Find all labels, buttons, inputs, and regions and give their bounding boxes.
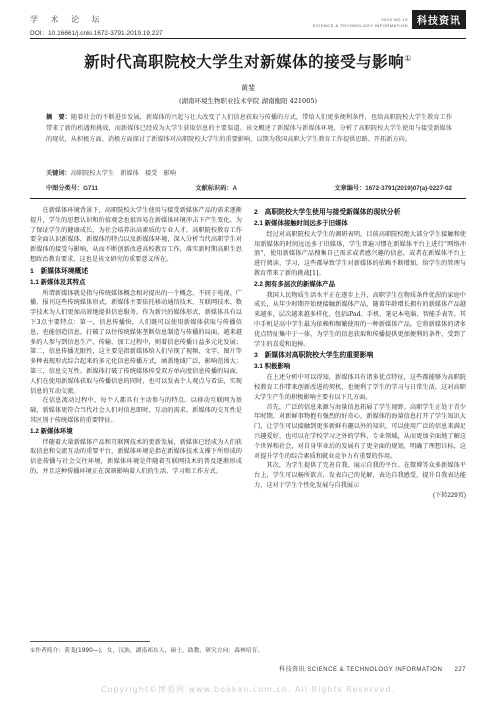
brand-subtitle: 2019 NO.19 SCIENCE & TECHNOLOGY INFORMATION bbox=[312, 17, 408, 28]
body-paragraph: 首先，广泛的信息来源与海量信息拓展了学生视野。高职学生正处于青少年时期，对新鲜事物抱有强烈的好奇心，新媒体的海量信息打开了学生知识大门，让学生可以接触到更多新鲜有趣以外的知识，可以使用广泛的信息来满足兴趣爱好，也可以在学校学习之外的学科、专业领域，从而更加全面地了解这个世界和社会，对自身毕业后的发展有了更全面的规划，明确了理想目标，这对提升学生的综合素质和就业竞争力有重要的作用。 bbox=[254, 403, 466, 460]
body-column-right bbox=[254, 206, 466, 501]
title-note-mark: ① bbox=[404, 53, 412, 63]
journal-brand bbox=[313, 10, 466, 29]
affiliation: (湖南环境生物职业技术学院 湖南衡阳 421005) bbox=[178, 97, 318, 105]
brand-name: 科技资讯 bbox=[412, 10, 466, 29]
header-divider bbox=[30, 38, 466, 39]
doc-code: 文献标识码：A bbox=[195, 185, 237, 192]
intro-paragraph: 在新媒体环境背景下，高职院校大学生使用与接受新媒体产品的需求逐渐提升，学生的思想认识和价值观念也很容易在新媒体环境冲击下产生变化。为了保证学生的健康成长，为社会培养出高素质的专业人才，高职院校教育工作要全面认识新媒体，新媒体的特点以及新媒体环境，深入分析当代高职学生对新媒体的接受与影响，从而不断创新改进高校教育工作，落实新时期高职生思想政治教育要求，这也是该文研究的重要意义所在。 bbox=[30, 207, 242, 263]
article-title: 新时代高职院校大学生对新媒体的接受与影响① bbox=[84, 53, 412, 71]
body-paragraph: 其次，为学生提供了完善自我、展示自我的平台。在微博等众多新媒体平台上，学生可以畅所欲言，发表自己的见解，表达自我感受，提升自我表达能力，这对于学生个性化发展与自我展示 bbox=[254, 462, 466, 489]
page-footer bbox=[279, 664, 466, 673]
body-paragraph: 在信息流动过程中，每个人都具有主动参与的特点。以移动互联网为基础，新媒体更符合当代社会人们对信息即时、互动的需求，新媒体的交互性是其区别于传统媒体的重要特征。 bbox=[30, 397, 242, 424]
abstract bbox=[46, 112, 452, 145]
body-paragraph: 在上述分析中可以得知，新媒体具有诸多优点特征，这些都能够为高职院校教育工作带来创新改进的契机，也便利了学生的学习与日常生活，这对高职大学生产生的积极影响主要有以下几方面。 bbox=[254, 374, 466, 401]
abstract-label: 摘 要： bbox=[46, 114, 71, 121]
continued-note: (下转229页) bbox=[432, 491, 466, 499]
body-paragraph: 所谓新媒体就是指与传统媒体概念相对提出的一个概念，不同于电视、广播、报刊这些传统媒体形式，新媒体主要依托移动通信技术、互联网技术、数字技术为人们更加高效地提供信息服务。作为新兴的媒体形式，新媒体具有以下3点主要特点：第一，信息传播快，人们既可以使用新媒体获取与传播信息，也能创造信息，打破了以往传统媒体垄断信息制造与传播的局面，越来越多的人参与到信息生产、传输、加工过程中，则着信息传播日益多元化发展；第二，信息传播无限性，这主要是指新媒体给人们呈现了视频、文字、图片等多种表现形式综合起来的多元化信息传播方式，涵盖地域广泛，影响范围大；第三，信息交互性。新媒体打破了传统媒体传受双方单向度信息传播的局面，人们在使用新媒体获取与传播信息的同时，也可以发表个人观点与看法，实现信息的互动交流。 bbox=[30, 289, 242, 395]
clc-number: 中图分类号：G711 bbox=[46, 185, 98, 192]
abstract-divider bbox=[30, 198, 466, 199]
page-number: 227 bbox=[454, 667, 466, 673]
subsection-heading: 2.2 拥有多层次的新媒体产品 bbox=[254, 280, 335, 288]
copyright-watermark: Copyright©博看网 www.bookan.com.cn. All Rights Reserved. bbox=[100, 685, 396, 694]
subsection-heading: 2.1 新媒体接触时间远多于旧媒体 bbox=[254, 220, 348, 227]
abstract-text: 随着社会的不断进步发展，新媒体的兴起与壮大改变了人们信息获取与传播的方式，带给人们更多便利条件，也给高职院校大学生教育工作带来了新的机遇和挑战，而新媒体已经成为大学生获取信息的主要渠道。该文概述了新媒体与新媒体环境，分析了高职院校大学生使用与接受新媒体的现状，从积极方面、消极方面探讨了新媒体对高职院校大学生的重要影响，以期为我国高职大学生教育工作提供思路、开拓新方向。 bbox=[46, 114, 453, 143]
subsection-heading: 1.2 新媒体环境 bbox=[30, 427, 73, 435]
body-column-left bbox=[30, 206, 242, 477]
footer-journal: 科技资讯 SCIENCE & TECHNOLOGY INFORMATION bbox=[279, 667, 443, 673]
footnote-divider bbox=[30, 641, 150, 642]
keywords-label: 关键词： bbox=[46, 170, 71, 177]
body-paragraph: 伴随着大量新媒体产品和互联网技术的更新发展，新媒体已经成为人们获取信息和交流互动的重要平台，新媒体环境是指在新媒体技术支撑下所形成的信息传播与社会交往环境，新媒体环境是伴随着互联网技术的普及逐渐形成的，并且这种传播环境正在深刻影响着人们的生活、学习和工作方式。 bbox=[30, 438, 242, 475]
subsection-heading: 1.1 新媒体及其特点 bbox=[30, 278, 86, 286]
doi: DOI：10.16661/j.cnki.1672-3791.2019.19.227 bbox=[30, 30, 163, 37]
author: 黄斐 bbox=[241, 84, 255, 92]
author-footnote: ①作者简介：黄斐(1990—)，女，汉族，湖南祁东人，硕士，助教，研究方向：森林培育。 bbox=[30, 648, 264, 654]
keywords: 关键词：高职院校大学生 新媒体 接受 影响 bbox=[46, 170, 176, 177]
classification-row bbox=[46, 183, 452, 192]
article-number: 文章编号：1672-3791(2019)07(a)-0227-02 bbox=[334, 185, 452, 192]
section-heading: 2 高职院校大学生使用与接受新媒体的现状分析 bbox=[254, 209, 401, 216]
section-heading: 3 新媒体对高职院校大学生的重要影响 bbox=[254, 352, 374, 360]
body-paragraph: 经过对高职院校大学生的调研表明，目前高职院校绝大部分学生接触和使用新媒体的时间远远多于旧媒体，学生普遍习惯在新媒体平台上进行“网络冲浪”，使用新媒体产品搜集自己需求或者感兴趣的信息，或者在新媒体平台上进行阅读、学习，这些都导致学生对新媒体的依赖不断增加，给学生的管理与教育带来了新的挑战[1]。 bbox=[254, 230, 466, 277]
section-label: 学 术 论 坛 bbox=[30, 15, 105, 24]
body-paragraph: 我国人民物质生活水平正在逐步上升，高职学生在物质条件优渥的家庭中成长，从年少时期开始便接触新媒体产品，随着年龄增长拥有的新媒体产品越来越多，层次越来越多样化，包括iPad、手机、笔记本电脑、智能手表等。其中手机是高中学生最为依赖和频繁使用的一种新媒体产品，它将新媒体的诸多优点特征集中于一体，为学生的信息获取和传播提供更加便利的条件，受到了学生的喜爱和追捧。 bbox=[254, 291, 466, 348]
subsection-heading: 3.1 积极影响 bbox=[254, 363, 291, 371]
section-heading: 1 新媒体环境概述 bbox=[30, 267, 89, 275]
